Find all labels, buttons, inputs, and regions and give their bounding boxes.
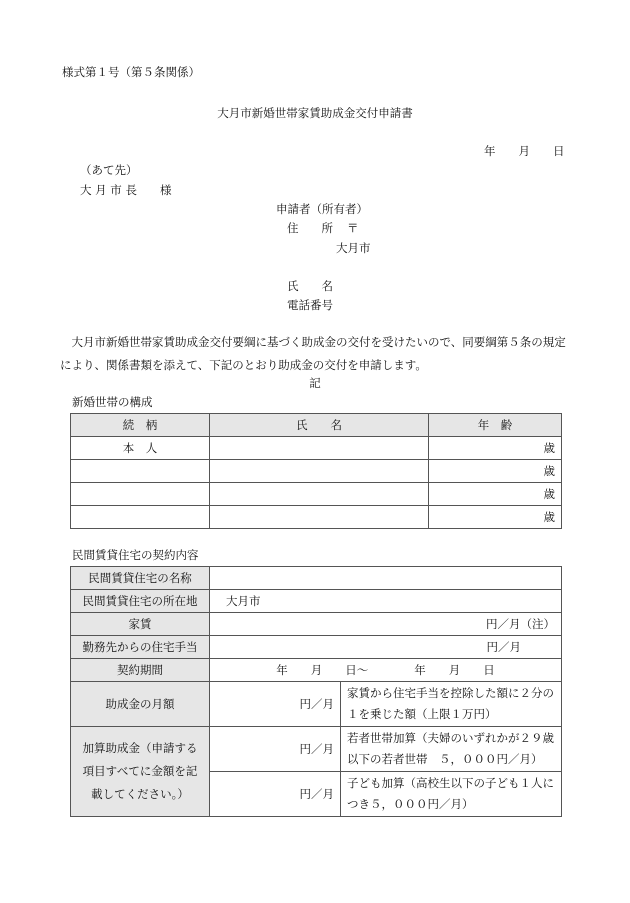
allowance-field[interactable]: 円／月: [210, 636, 562, 659]
addition-young-field[interactable]: 円／月: [210, 727, 341, 772]
header-name: 氏 名: [210, 414, 429, 437]
period-field[interactable]: 年 月 日〜 年 月 日: [210, 659, 562, 682]
header-age: 年 齢: [429, 414, 562, 437]
table-row: [71, 437, 562, 460]
age-cell[interactable]: 歳: [429, 460, 562, 483]
relation-cell[interactable]: [71, 460, 210, 483]
name-cell[interactable]: [210, 506, 429, 529]
table-row: [71, 506, 562, 529]
age-cell[interactable]: 歳: [429, 483, 562, 506]
addition-young-note: 若者世帯加算（夫婦のいずれかが２９歳以下の若者世帯 ５，０００円／月）: [341, 727, 562, 772]
postal-mark: 〒: [347, 221, 359, 235]
household-table: [70, 413, 562, 529]
allowance-label: 勤務先からの住宅手当: [71, 636, 210, 659]
header-relation: 続 柄: [71, 414, 210, 437]
household-header-row: [71, 414, 562, 437]
housing-name-row: [71, 567, 562, 590]
addition-child-note: 子ども加算（高校生以下の子ども１人につき５，０００円／月）: [341, 772, 562, 817]
allowance-row: [71, 636, 562, 659]
name-label: 氏 名: [287, 279, 333, 293]
rent-row: [71, 613, 562, 636]
table-row: [71, 460, 562, 483]
period-label: 契約期間: [71, 659, 210, 682]
date-line: 年 月 日: [484, 144, 565, 158]
addition-label: 加算助成金（申請する項目すべてに金額を記載してください。）: [71, 727, 210, 817]
housing-location-row: [71, 590, 562, 613]
housing-location-label: 民間賃貸住宅の所在地: [71, 590, 210, 613]
applicant-label: 申請者（所有者）: [276, 202, 368, 216]
household-caption: 新婚世帯の構成: [72, 395, 153, 409]
addressee: 大 月 市 長 様: [80, 183, 172, 197]
relation-cell[interactable]: 本 人: [71, 437, 210, 460]
contract-table: [70, 566, 562, 817]
ki-mark: 記: [309, 376, 321, 390]
age-cell[interactable]: 歳: [429, 437, 562, 460]
address-label: 住 所: [287, 221, 333, 235]
form-number: 様式第１号（第５条関係）: [62, 65, 200, 79]
addition-young-row: [71, 727, 562, 772]
monthly-label: 助成金の月額: [71, 682, 210, 727]
contract-caption: 民間賃貸住宅の契約内容: [72, 548, 199, 562]
monthly-amount-field[interactable]: 円／月: [210, 682, 341, 727]
application-text: 大月市新婚世帯家賃助成金交付要綱に基づく助成金の交付を受けたいので、同要綱第５条の規定により、関係書類を添えて、下記のとおり助成金の交付を申請します。: [60, 335, 566, 372]
relation-cell[interactable]: [71, 483, 210, 506]
form-title: 大月市新婚世帯家賃助成金交付申請書: [217, 106, 413, 120]
rent-label: 家賃: [71, 613, 210, 636]
monthly-note: 家賃から住宅手当を控除した額に２分の１を乗じた額（上限１万円）: [341, 682, 562, 727]
housing-name-label: 民間賃貸住宅の名称: [71, 567, 210, 590]
addressee-label: （あて先）: [80, 163, 138, 177]
age-cell[interactable]: 歳: [429, 506, 562, 529]
name-cell[interactable]: [210, 460, 429, 483]
period-row: [71, 659, 562, 682]
housing-name-field[interactable]: [210, 567, 562, 590]
addition-child-field[interactable]: 円／月: [210, 772, 341, 817]
monthly-row: [71, 682, 562, 727]
phone-label: 電話番号: [287, 298, 333, 312]
name-cell[interactable]: [210, 483, 429, 506]
rent-field[interactable]: 円／月（注）: [210, 613, 562, 636]
name-cell[interactable]: [210, 437, 429, 460]
housing-location-field[interactable]: 大月市: [210, 590, 562, 613]
relation-cell[interactable]: [71, 506, 210, 529]
address-city: 大月市: [336, 241, 371, 255]
table-row: [71, 483, 562, 506]
